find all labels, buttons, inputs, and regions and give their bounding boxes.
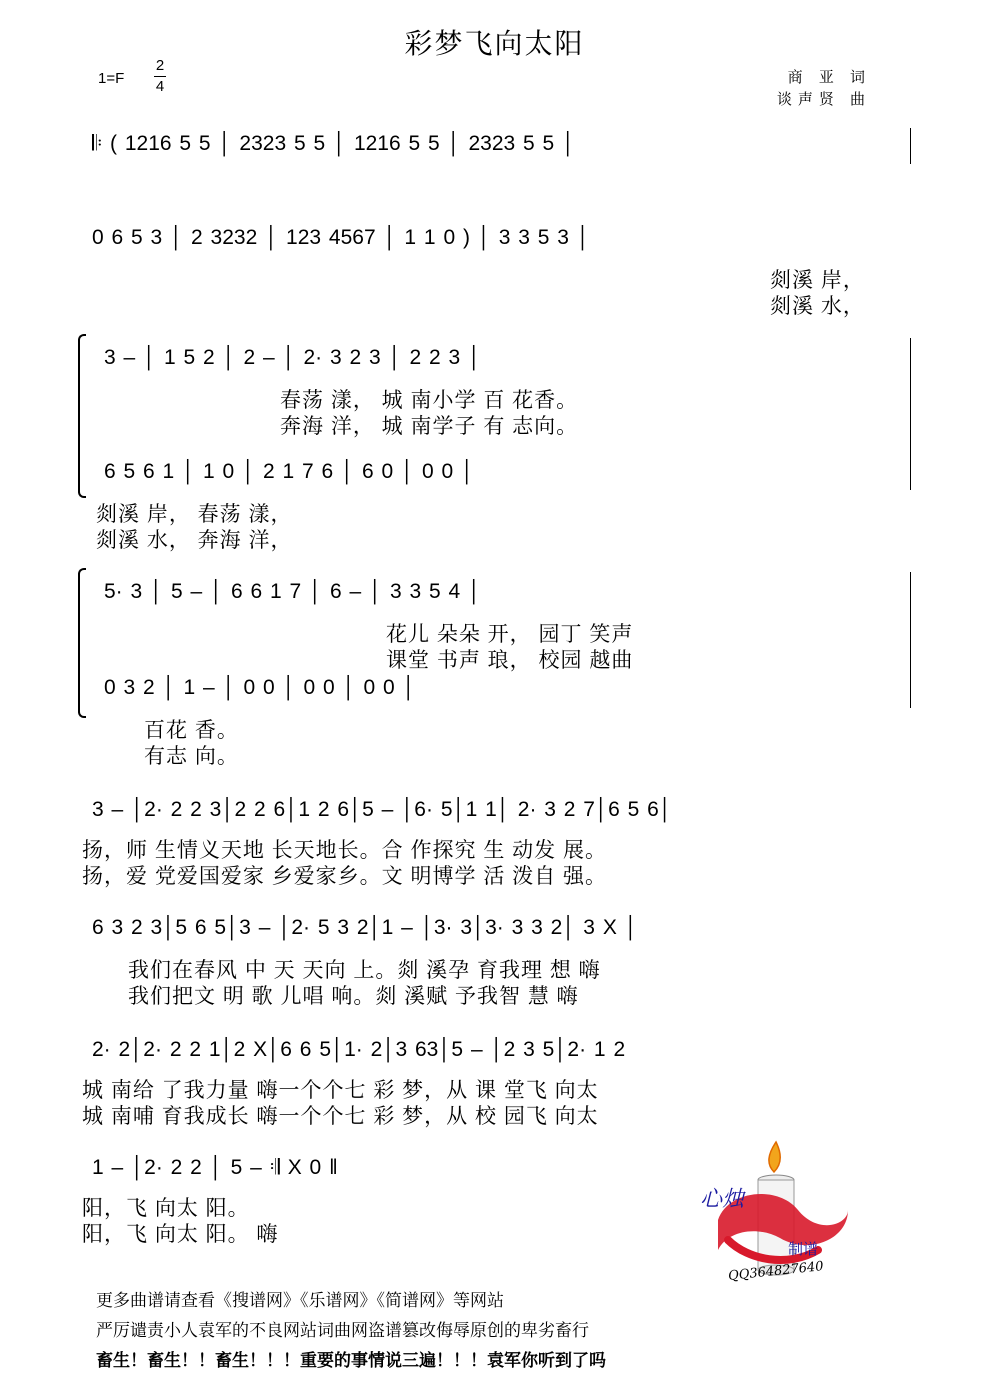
line8-lyric-verse2: 阳，飞 向太 阳。 嗨 (82, 1223, 279, 1246)
system1-upper-music: 3 – │ 1 5 2 │ 2 – │ 2· 3 2 3 │ 2 2 3 │ (104, 346, 482, 369)
system2-lower-lyric-verse2: 有志 向。 (144, 745, 239, 768)
footer-line-2: 严厉谴责小人袁军的不良网站词曲网盗谱篡改侮辱原创的卑劣畜行 (96, 1321, 589, 1340)
footer-line-1: 更多曲谱请查看《搜谱网》《乐谱网》《简谱网》等网站 (96, 1291, 504, 1310)
barline (910, 128, 911, 164)
line8-music: 1 – │2· 2 2 │ 5 – 𝄇 X 0 ‖ (92, 1156, 338, 1179)
composer-credit: 谈声贤 曲 (776, 91, 871, 108)
system1-lower-lyric-verse1: 剡溪 岸， 春荡 漾， (96, 503, 293, 526)
system1-upper-lyric-verse1: 春荡 漾， 城 南小学 百 花香。 (280, 389, 579, 412)
time-signature (150, 56, 170, 97)
footer-line-3: 畜生！畜生！！畜生！！！重要的事情说三遍！！！袁军你听到了吗 (96, 1351, 606, 1370)
line7-music: 2· 2│2· 2 2 1│2 X│6 6 5│1· 2│3 63│5 – │2 3 5│2· 1 2 (92, 1038, 626, 1061)
system-bracket (78, 568, 86, 718)
line1-music: 𝄆 ( 1216 5 5 │ 2323 5 5 │ 1216 5 5 │ 2323 5 5 │ (92, 132, 576, 155)
key-signature: 1=F (98, 70, 125, 87)
line2-lyric-verse2: 剡溪 水， (770, 295, 865, 318)
song-title: 彩梦飞向太阳 (404, 28, 585, 59)
line7-lyric-verse1: 城 南给 了我力量 嗨一个个七 彩 梦，从 课 堂飞 向太 (82, 1079, 599, 1102)
line5-music: 3 – │2· 2 2 3│2 2 6│1 2 6│5 – │6· 5│1 1│ 2· 3 2 7│6 5 6│ (92, 798, 672, 821)
system2-lower-lyric-verse1: 百花 香。 (144, 719, 239, 742)
barline (910, 338, 911, 490)
line8-lyric-verse1: 阳，飞 向太 阳。 (82, 1197, 250, 1220)
logo-text-left: 心烛 (700, 1187, 745, 1212)
system1-upper-lyric-verse2: 奔海 洋， 城 南学子 有 志向。 (280, 415, 579, 438)
lyricist-credit: 商 亚 词 (787, 69, 871, 86)
system2-upper-lyric-verse2: 课堂 书声 琅， 校园 越曲 (386, 649, 634, 672)
meter-top: 2 (155, 57, 165, 74)
line2-music: 0 6 5 3 │ 2 3232 │ 123 4567 │ 1 1 0 ) │ 3 3 5 3 │ (92, 226, 590, 249)
system2-lower-music: 0 3 2 │ 1 – │ 0 0 │ 0 0 │ 0 0 │ (104, 676, 416, 699)
line6-music: 6 3 2 3│5 6 5│3 – │2· 5 3 2│1 – │3· 3│3· 3 3 2│ 3 X │ (92, 916, 638, 939)
line7-lyric-verse2: 城 南哺 育我成长 嗨一个个七 彩 梦，从 校 园飞 向太 (82, 1105, 599, 1128)
system-bracket (78, 334, 86, 498)
candle-logo (700, 1140, 858, 1290)
logo-qq: QQ364827640 (727, 1259, 825, 1284)
logo-text-right: 制谱 (788, 1240, 819, 1258)
line6-lyric-verse1: 我们在春风 中 天 天向 上。剡 溪孕 育我理 想 嗨 (128, 959, 601, 982)
system2-upper-music: 5· 3 │ 5 – │ 6 6 1 7 │ 6 – │ 3 3 5 4 │ (104, 580, 482, 603)
system2-upper-lyric-verse1: 花儿 朵朵 开， 园丁 笑声 (386, 623, 634, 646)
line6-lyric-verse2: 我们把文 明 歌 儿唱 响。剡 溪赋 予我智 慧 嗨 (128, 985, 579, 1008)
system1-lower-music: 6 5 6 1 │ 1 0 │ 2 1 7 6 │ 6 0 │ 0 0 │ (104, 460, 475, 483)
line5-lyric-verse2: 扬，爱 党爱国爱家 乡爱家乡。文 明博学 活 泼自 强。 (82, 865, 608, 888)
barline (910, 572, 911, 708)
meter-bottom: 4 (155, 78, 165, 95)
system1-lower-lyric-verse2: 剡溪 水， 奔海 洋， (96, 529, 293, 552)
line2-lyric-verse1: 剡溪 岸， (770, 269, 865, 292)
line5-lyric-verse1: 扬，师 生情义天地 长天地长。合 作探究 生 动发 展。 (82, 839, 608, 862)
